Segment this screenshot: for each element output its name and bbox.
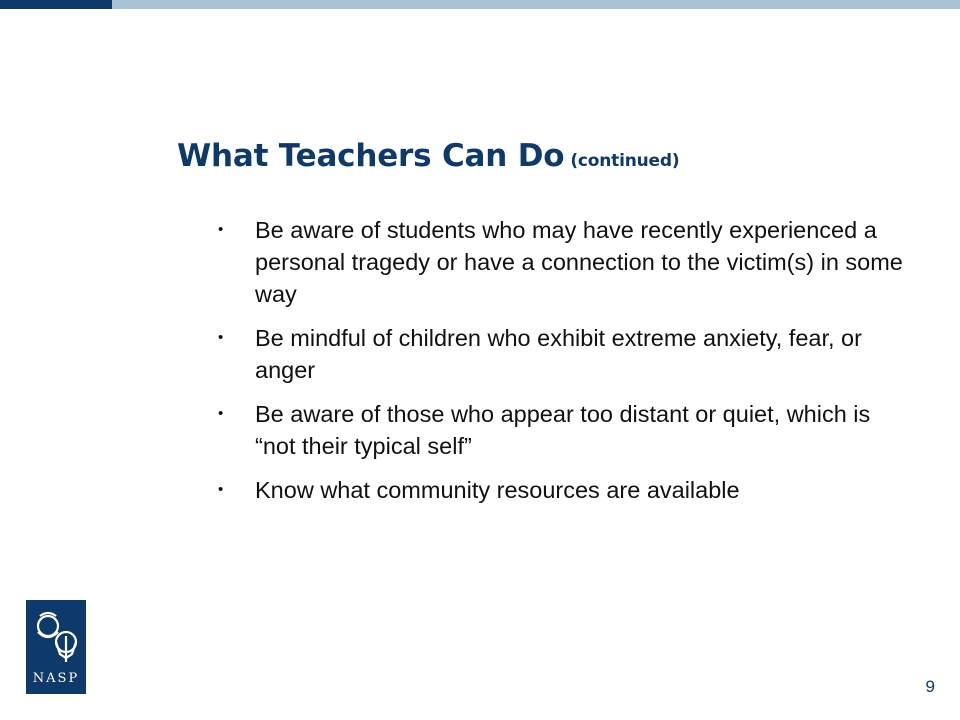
bullet-item xyxy=(214,322,904,386)
nasp-emblem-icon xyxy=(26,602,86,672)
slide-title-text: What Teachers Can Do xyxy=(177,138,565,174)
slide-title-suffix: (continued) xyxy=(570,151,680,171)
page-number: 9 xyxy=(925,677,935,696)
bullet-list xyxy=(214,214,904,518)
bullet-icon: • xyxy=(218,221,224,238)
bullet-icon: • xyxy=(218,329,224,346)
bullet-icon: • xyxy=(218,481,224,498)
bullet-text: Be mindful of children who exhibit extreme anxiety, fear, or anger xyxy=(255,325,862,383)
nasp-logo xyxy=(26,600,86,694)
logo-text: NASP xyxy=(32,671,80,686)
bullet-text: Know what community resources are available xyxy=(255,477,740,503)
bullet-text: Be aware of students who may have recently experienced a personal tragedy or have a connection to the victim(s) in some way xyxy=(255,217,903,307)
top-bar-light-segment xyxy=(112,0,960,9)
bullet-item xyxy=(214,214,904,310)
top-bar-dark-segment xyxy=(0,0,112,9)
bullet-text: Be aware of those who appear too distant or quiet, which is “not their typical self” xyxy=(255,401,871,459)
slide-title xyxy=(177,138,679,174)
bullet-icon: • xyxy=(218,405,224,422)
bullet-item xyxy=(214,398,904,462)
bullet-item xyxy=(214,474,904,506)
